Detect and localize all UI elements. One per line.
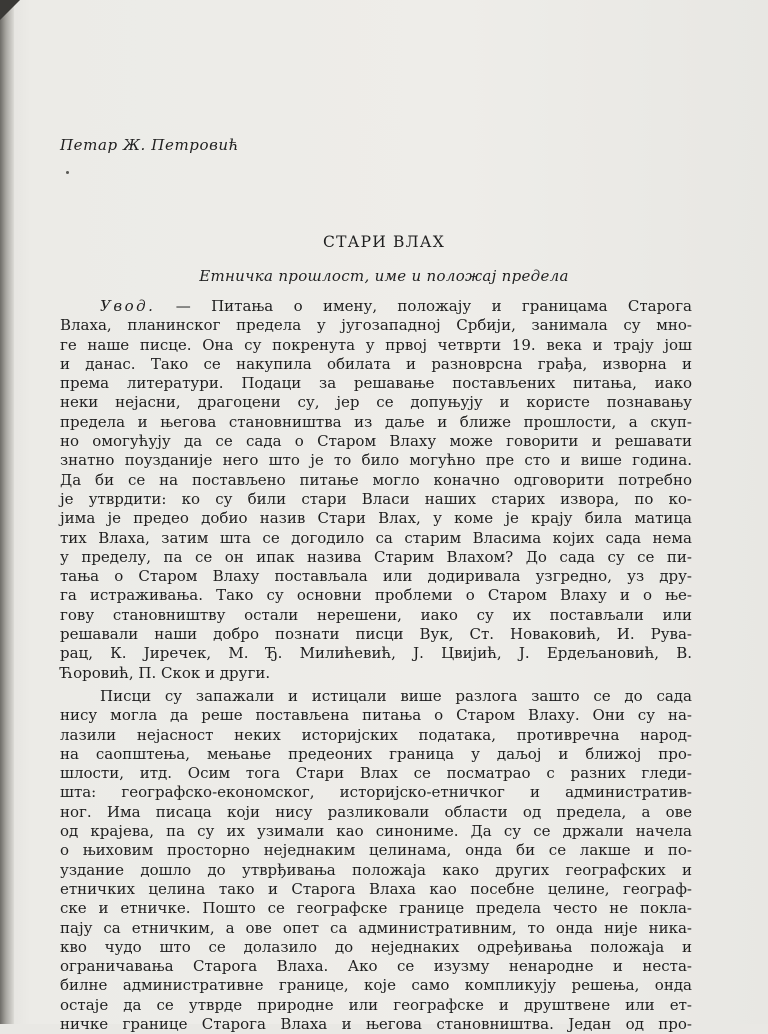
page-corner-shadow	[0, 0, 22, 22]
text-line	[60, 297, 692, 316]
text-line: Да би се на постављено питање могло коначно одговорити потребно	[60, 470, 692, 489]
intro-label: Увод.	[100, 297, 156, 315]
text-line: Влаха, планинског предела у југозападној Србији, занимала су мно-	[60, 316, 692, 335]
text-line: пају са етничким, а ове опет са административним, то онда није ника-	[60, 918, 692, 937]
text-line: о њиховим просторно неједнаким целинама, онда би се лакше и по-	[60, 841, 692, 860]
text-line: га истраживања. Тако су основни проблеми о Старом Влаху и о ње-	[60, 586, 692, 605]
article-subtitle: Етничка прошлост, име и положај предела	[199, 267, 569, 285]
text-line: билне административне границе, које само компликују решења, онда	[60, 976, 692, 995]
text-line: рац, К. Јиречек, М. Ђ. Милићевић, Ј. Цвијић, Ј. Ердељановић, В.	[60, 644, 692, 663]
text-line: решавали наши добро познати писци Вук, Ст. Новаковић, И. Рува-	[60, 625, 692, 644]
text-line: неки нејасни, драгоцени су, јер се допуњују и користе познавању	[60, 393, 692, 412]
text-line: шта: географско-економског, историјско-етничког и административ-	[60, 783, 692, 802]
article-title: СТАРИ ВЛАХ	[323, 233, 445, 251]
text-line: ске и етничке. Пошто се географске границе предела често не покла-	[60, 899, 692, 918]
text-line: тања о Старом Влаху постављала или додиривала узгредно, уз дру-	[60, 567, 692, 586]
text-line: од крајева, па су их узимали као синониме. Да су се држали начела	[60, 822, 692, 841]
text-line-rest: — Питања о имену, положају и границама Старога	[155, 297, 692, 315]
paragraph-second	[60, 687, 692, 1034]
text-line: ног. Има писаца који нису разликовали области од предела, а ове	[60, 802, 692, 821]
article-body	[60, 297, 692, 1034]
scan-speck	[66, 171, 69, 174]
text-line: ограничавања Старога Влаха. Ако се изузму ненародне и неста-	[60, 957, 692, 976]
page-binding-shadow	[0, 0, 14, 1024]
text-line: јима је предео добио назив Стари Влах, у коме је крају била матица	[60, 509, 692, 528]
text-line: знатно поузданије него што је то било могућно пре сто и више година.	[60, 451, 692, 470]
text-line: на саопштења, мењање предеоних граница у даљој и ближој про-	[60, 744, 692, 763]
text-line: гову становништву остали нерешени, иако су их постављали или	[60, 605, 692, 624]
text-line: тих Влаха, затим шта се догодило са старим Власима којих сада нема	[60, 528, 692, 547]
paragraph-intro	[60, 297, 692, 683]
text-line: у пределу, па се он ипак назива Старим Влахом? До сада су се пи-	[60, 547, 692, 566]
text-line: нису могла да реше постављена питања о Старом Влаху. Они су на-	[60, 706, 692, 725]
text-line: према литератури. Подаци за решавање постављених питања, иако	[60, 374, 692, 393]
text-line: је утврдити: ко су били стари Власи наших старих извора, по ко-	[60, 489, 692, 508]
text-line: но омогућују да се сада о Старом Влаху може говорити и решавати	[60, 432, 692, 451]
text-line: предела и његова становништва из даље и ближе прошлости, а скуп-	[60, 412, 692, 431]
text-line: и данас. Тако се накупила обилата и разноврсна грађа, изворна и	[60, 354, 692, 373]
author-name: Петар Ж. Петровић	[60, 136, 239, 154]
text-line: етничких целина тако и Старога Влаха као посебне целине, географ-	[60, 879, 692, 898]
text-line: уздание дошло до утврђивања положаја како других географских и	[60, 860, 692, 879]
text-line: Ћоровић, П. Скок и други.	[60, 663, 271, 682]
text-line: ничке границе Старога Влаха и његова становништва. Један од про-	[60, 1014, 692, 1033]
text-line: кво чудо што се долазило до неједнаких одређивања положаја и	[60, 937, 692, 956]
text-line: Писци су запажали и истицали више разлога зашто се до сада	[100, 686, 692, 705]
text-line: лазили нејасност неких историјских података, противречна народ-	[60, 725, 692, 744]
text-line: ге наше писце. Она су покренута у првој четврти 19. века и трају још	[60, 335, 692, 354]
text-line: шлости, итд. Осим тога Стари Влах се посматрао с разних гледи-	[60, 764, 692, 783]
text-line: остаје да се утврде природне или географске и друштвене или ет-	[60, 995, 692, 1014]
